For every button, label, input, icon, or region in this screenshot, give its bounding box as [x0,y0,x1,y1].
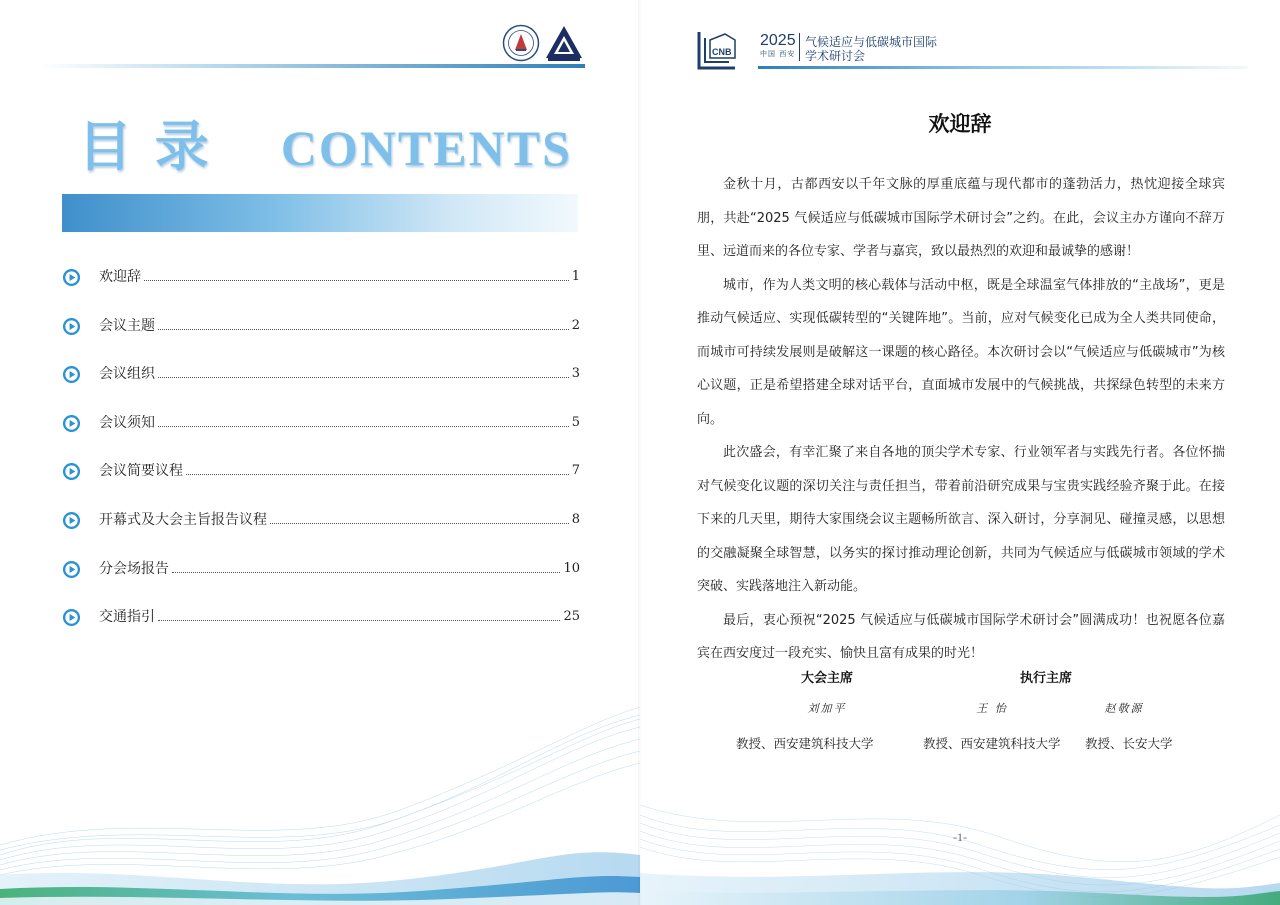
toc-page-number: 3 [571,366,580,382]
chair-signature: 刘加平 [807,702,847,715]
cnb-logo-text: CNB [712,47,732,57]
play-circle-icon [62,268,81,287]
toc-leader [144,266,569,281]
toc-item-brief-agenda[interactable] [62,460,580,509]
play-circle-icon [62,462,81,481]
exec-affiliation-2: 教授、长安大学 [1085,736,1173,751]
play-circle-icon [62,414,81,433]
paragraph: 此次盛会，有幸汇聚了来自各地的顶尖学术专家、行业领军者与实践先行者。各位怀揣对气候变化议题的深切关注与责任担当，带着前沿研究成果与宝贵实践经验齐聚于此。在接下来的几天里，期待大家围绕会议主题畅所欲言、深入研讨，分享洞见、碰撞灵感，以思想的交融凝聚全球智慧，以务实的探讨推动理论创新，共同为气候适应与低碳城市领域的学术突破、实践落地注入新动能。 [697,445,1225,594]
conference-city: 中国 西安 [760,50,796,58]
welcome-page [640,0,1280,905]
toc-leader [172,558,560,573]
toc-item-theme[interactable] [62,315,580,364]
toc-page-number: 2 [571,317,580,333]
triangle-logo-icon [544,24,584,62]
title-band [62,194,578,232]
toc-leader [270,509,569,524]
toc-page-number: 8 [571,511,580,527]
toc-page-number: 25 [563,609,580,625]
toc-label: 交通指引 [99,609,155,626]
toc-item-parallel-sessions[interactable] [62,558,580,607]
toc-page-number: 7 [571,463,580,479]
conference-name-line1: 气候适应与低碳城市国际 [805,35,938,49]
toc-label: 会议简要议程 [99,463,183,480]
play-circle-icon [62,365,81,384]
paragraph: 最后，衷心预祝“2025 气候适应与低碳城市国际学术研讨会”圆满成功！也祝愿各位嘉宾在西安度过一段充实、愉快且富有成果的时光！ [697,612,1225,661]
toc-label: 会议组织 [99,366,155,383]
toc-leader [186,460,569,475]
toc-title [78,104,572,181]
page-number: -1- [953,830,967,844]
header-rule [40,64,585,68]
header-rule [758,66,1248,69]
conference-year: 2025 [760,32,796,49]
university-seal-icon [502,24,540,62]
conference-name-line2: 学术研讨会 [805,49,866,63]
toc-list [62,266,580,655]
toc-item-welcome[interactable] [62,266,580,315]
toc-label: 欢迎辞 [99,269,141,285]
chair-role: 大会主席 [800,671,853,686]
cnb-logo-icon [697,30,737,70]
toc-title-cn: 目 录 [78,114,211,178]
welcome-title: 欢迎辞 [928,112,992,136]
exec-affiliation-1: 教授、西安建筑科技大学 [923,736,1061,751]
toc-label: 开幕式及大会主旨报告议程 [99,511,267,528]
book-gutter [638,0,642,905]
toc-label: 会议主题 [99,317,155,334]
play-circle-icon [62,608,81,627]
toc-item-notice[interactable] [62,412,580,461]
header-divider [799,33,800,61]
toc-item-opening-keynote[interactable] [62,509,580,558]
toc-leader [158,363,569,378]
toc-leader [158,606,560,621]
toc-label: 分会场报告 [99,560,169,577]
paragraph: 城市，作为人类文明的核心载体与活动中枢，既是全球温室气体排放的“主战场”，更是推动气候适应、实现低碳转型的“关键阵地”。当前，应对气候变化已成为全人类共同使命，而城市可持续发展则是破解这一课题的核心路径。本次研讨会以“气候适应与低碳城市”为核心议题，正是希望搭建全球对话平台，直面城市发展中的气候挑战，共探绿色转型的未来方向。 [697,277,1225,427]
toc-page-number: 1 [571,269,580,284]
exec-chair-role: 执行主席 [1019,671,1072,686]
exec-signature-1: 王 怡 [976,702,1008,715]
toc-item-organization[interactable] [62,363,580,412]
welcome-body [697,168,1225,671]
paragraph: 金秋十月，古都西安以千年文脉的厚重底蕴与现代都市的蓬勃活力，热忱迎接全球宾朋，共赴“2025 气候适应与低碳城市国际学术研讨会”之约。在此，会议主办方谨向不辞万里、远道而来的各位专家、学者与嘉宾，致以最热烈的欢迎和最诚挚的感谢！ [697,177,1225,259]
toc-label: 会议须知 [99,414,155,431]
play-circle-icon [62,317,81,336]
toc-page-number: 10 [563,560,580,576]
chair-affiliation: 教授、西安建筑科技大学 [736,736,874,751]
toc-item-transport[interactable] [62,606,580,655]
toc-leader [158,412,569,427]
toc-leader [158,315,569,330]
play-circle-icon [62,560,81,579]
toc-title-en: CONTENTS [280,120,572,176]
exec-signature-2: 赵敬源 [1104,702,1144,715]
wave-decoration [0,705,640,905]
toc-page-number: 5 [571,414,580,430]
play-circle-icon [62,511,81,530]
